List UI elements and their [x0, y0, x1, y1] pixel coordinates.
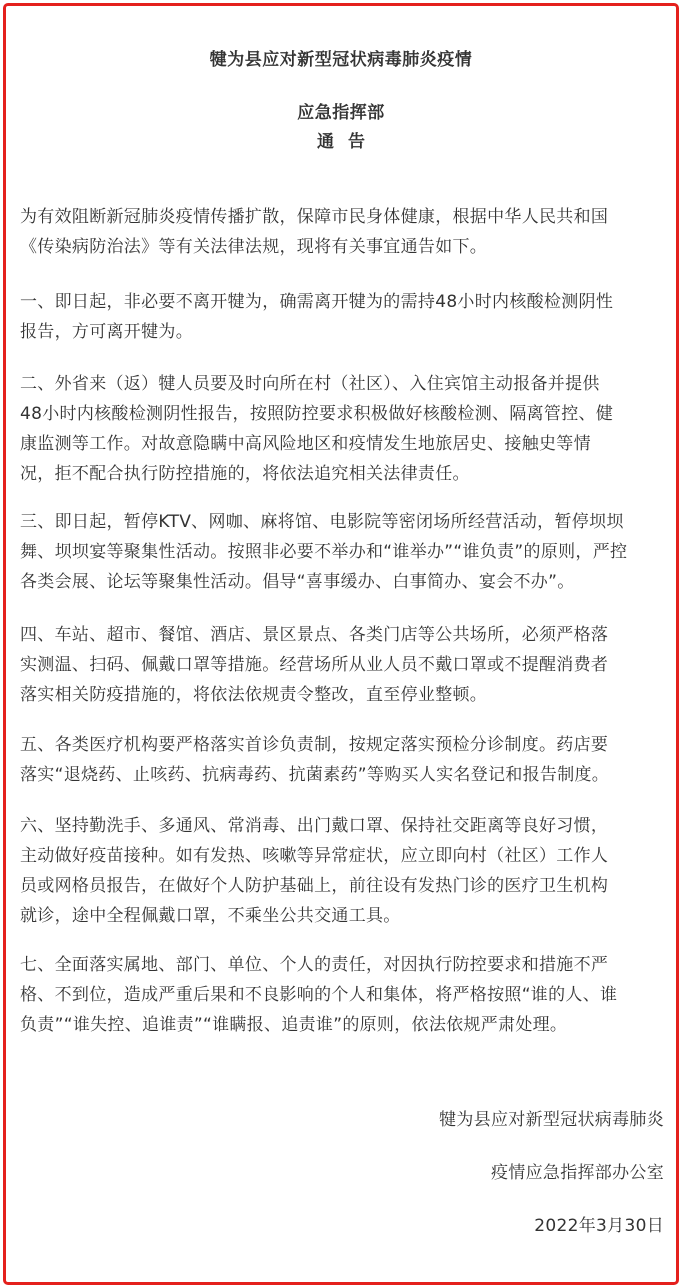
notice-paragraph-1: 一、即日起，非必要不离开犍为，确需离开犍为的需持48小时内核酸检测阴性 报告，方可离开犍为。	[20, 292, 614, 342]
signature-date: 2022年3月30日	[534, 1216, 664, 1236]
notice-paragraph-intro: 为有效阻断新冠肺炎疫情传播扩散，保障市民身体健康，根据中华人民共和国 《传染病防治法》等有关法律法规，现将有关事宜通告如下。	[20, 207, 609, 257]
notice-paragraph-5: 五、各类医疗机构要严格落实首诊负责制，按规定落实预检分诊制度。药店要 落实“退烧药、止咳药、抗病毒药、抗菌素药”等购买人实名登记和报告制度。	[20, 735, 610, 785]
notice-title-line2: 应急指挥部	[297, 103, 385, 123]
notice-title-line1: 犍为县应对新型冠状病毒肺炎疫情	[209, 50, 473, 70]
notice-paragraph-3: 三、即日起，暂停KTV、网咖、麻将馆、电影院等密闭场所经营活动，暂停坝坝 舞、坝坝宴等聚集性活动。按照非必要不举办和“谁举办”“谁负责”的原则，严控 各类会展、论坛等聚集性活动。倡导“喜事缓办、白事简办、宴会不办”。	[20, 512, 628, 592]
notice-paragraph-7: 七、全面落实属地、部门、单位、个人的责任，对因执行防控要求和措施不严 格、不到位，造成严重后果和不良影响的个人和集体，将严格按照“谁的人、谁 负责”“谁失控、追谁责”“谁瞒报、追责谁”的原则，依法依规严肃处理。	[20, 955, 618, 1035]
signature-line1: 犍为县应对新型冠状病毒肺炎	[439, 1110, 664, 1130]
notice-title-line3: 通告	[317, 132, 379, 152]
notice-paragraph-6: 六、坚持勤洗手、多通风、常消毒、出门戴口罩、保持社交距离等良好习惯， 主动做好疫苗接种。如有发热、咳嗽等异常症状，应立即向村（社区）工作人 员或网格员报告，在做好个人防护基础上，前往设有发热门诊的医疗卫生机构 就诊，途中全程佩戴口罩，不乘坐公共交通工具。	[20, 816, 609, 926]
notice-paragraph-2: 二、外省来（返）犍人员要及时向所在村（社区）、入住宾馆主动报备并提供 48小时内核酸检测阴性报告，按照防控要求积极做好核酸检测、隔离管控、健 康监测等工作。对故意隐瞒中高风险地区和疫情发生地旅居史、接触史等情 况，拒不配合执行防控措施的，将依法追究相关法律责任。	[20, 374, 614, 484]
notice-paragraph-4: 四、车站、超市、餐馆、酒店、景区景点、各类门店等公共场所，必须严格落 实测温、扫码、佩戴口罩等措施。经营场所从业人员不戴口罩或不提醒消费者 落实相关防疫措施的，将依法依规责令整改，直至停业整顿。	[20, 625, 609, 705]
signature-line2: 疫情应急指挥部办公室	[491, 1163, 664, 1183]
